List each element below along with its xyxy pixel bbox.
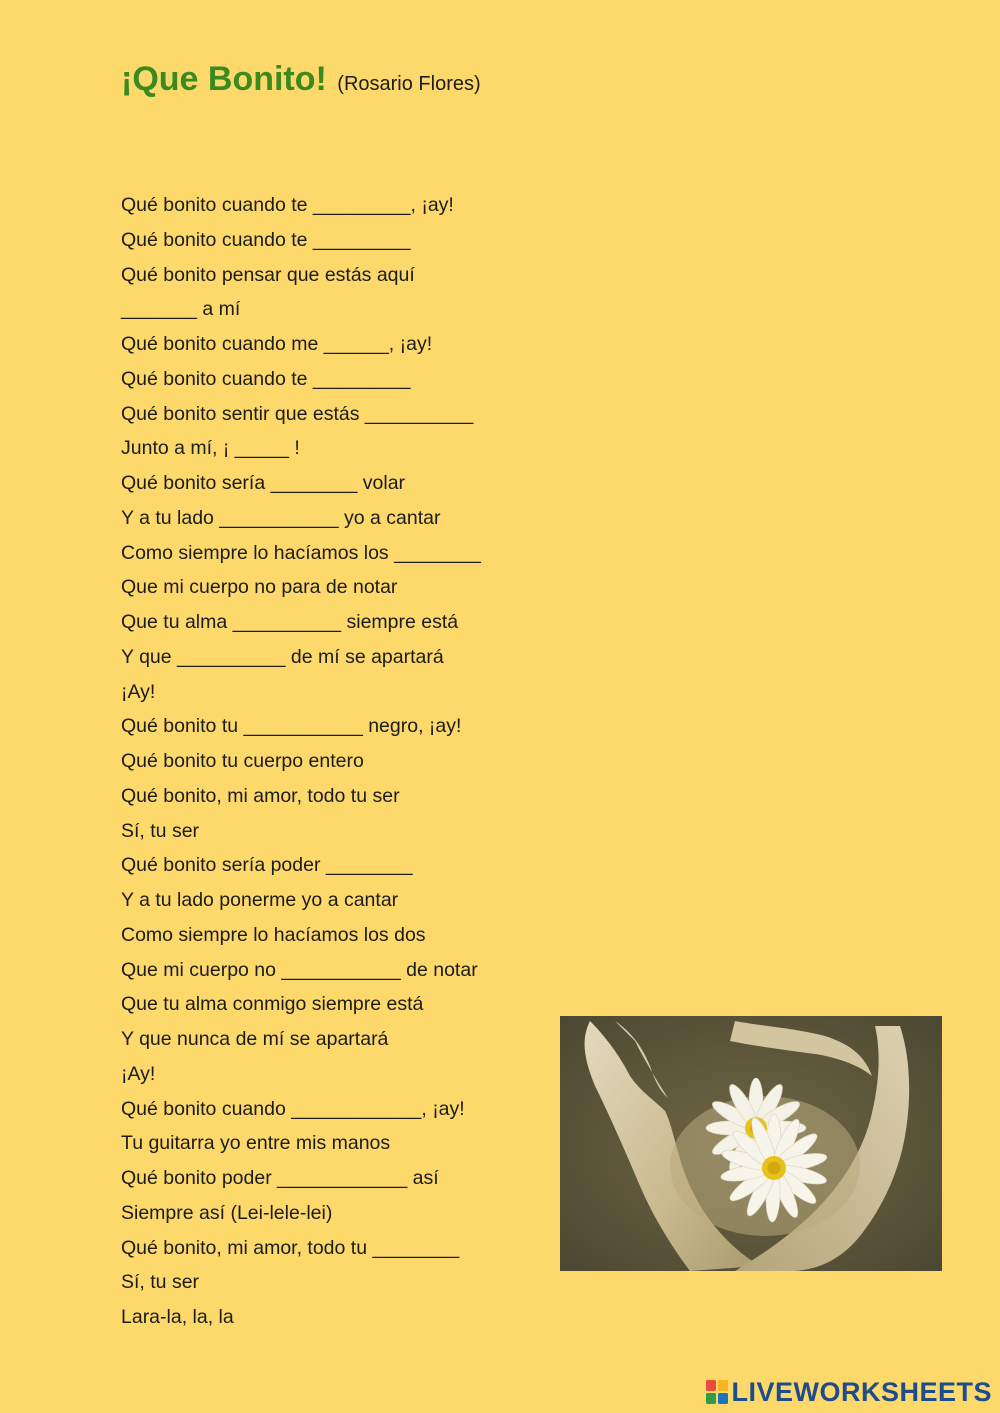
lyric-line: Y que nunca de mí se apartará <box>121 1028 389 1050</box>
liveworksheets-wordmark: LIVEWORKSHEETS <box>731 1376 992 1407</box>
lyric-line: Junto a mí, ¡ _____ ! <box>121 437 300 460</box>
lyric-line: Qué bonito, mi amor, todo tu ser <box>121 784 400 807</box>
lyrics-list <box>121 188 481 1335</box>
lyric-line: Qué bonito cuando te _________ <box>121 367 411 390</box>
hands-holding-daisies-photo <box>560 1016 942 1271</box>
title-row <box>121 60 481 99</box>
lyric-line: Tu guitarra yo entre mis manos <box>121 1132 391 1155</box>
lyric-line: Lara-la, la, la <box>121 1306 234 1328</box>
lyric-line: Y que __________ de mí se apartará <box>121 645 444 668</box>
lyric-line: Qué bonito sentir que estás __________ <box>121 402 474 425</box>
lyric-line: Que mi cuerpo no ___________ de notar <box>121 958 478 981</box>
lyric-line: ¡Ay! <box>121 680 156 703</box>
page-subtitle: (Rosario Flores) <box>337 73 481 95</box>
lyric-line: Siempre así (Lei-lele-lei) <box>121 1201 333 1224</box>
page-title: ¡Que Bonito! <box>121 60 327 98</box>
lyric-line: Y a tu lado ___________ yo a cantar <box>121 506 441 529</box>
lyric-line: ¡Ay! <box>121 1062 156 1085</box>
lyric-line: Sí, tu ser <box>121 1271 200 1294</box>
lyric-line: Qué bonito, mi amor, todo tu ________ <box>121 1236 460 1259</box>
lyric-line: Qué bonito sería ________ volar <box>121 472 406 494</box>
lyric-line: Y a tu lado ponerme yo a cantar <box>121 889 399 911</box>
lyric-line: Como siempre lo hacíamos los dos <box>121 923 426 946</box>
lyric-line: Que tu alma __________ siempre está <box>121 611 459 633</box>
lyric-line: Qué bonito poder ____________ así <box>121 1167 439 1189</box>
liveworksheets-logo-icon <box>706 1380 728 1404</box>
lyric-line: Que mi cuerpo no para de notar <box>121 576 398 599</box>
lyric-line: Como siempre lo hacíamos los ________ <box>121 541 481 564</box>
liveworksheets-brand <box>706 1377 992 1407</box>
lyric-line: Qué bonito tu ___________ negro, ¡ay! <box>121 715 462 738</box>
lyric-line: Qué bonito cuando me ______, ¡ay! <box>121 333 433 355</box>
lyric-line: Qué bonito cuando ____________, ¡ay! <box>121 1097 465 1120</box>
lyric-line: Qué bonito pensar que estás aquí <box>121 263 415 286</box>
lyric-line: Sí, tu ser <box>121 819 200 842</box>
lyric-line: Qué bonito sería poder ________ <box>121 854 413 877</box>
lyric-line: Que tu alma conmigo siempre está <box>121 993 424 1016</box>
lyric-line: _______ a mí <box>121 298 241 321</box>
lyric-line: Qué bonito cuando te _________ <box>121 228 411 251</box>
lyric-line: Qué bonito cuando te _________, ¡ay! <box>121 194 454 216</box>
lyric-line: Qué bonito tu cuerpo entero <box>121 750 364 772</box>
